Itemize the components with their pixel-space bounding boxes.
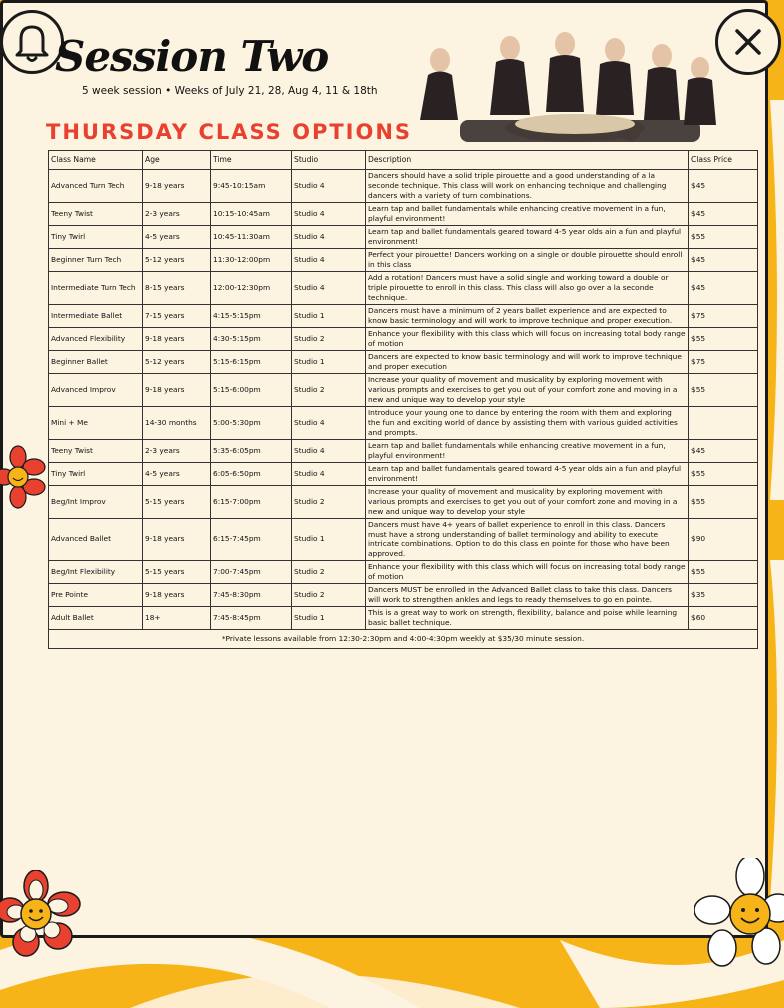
table-row [49, 202, 758, 225]
time-cell: 5:15-6:15pm [211, 350, 292, 373]
table-row [49, 271, 758, 304]
age-cell: 7-15 years [143, 304, 211, 327]
description-cell: Increase your quality of movement and musicality by exploring movement with various prompts and exercises to get you out of your comfort zone and moving in a new and unique way to develop your style [366, 485, 689, 518]
studio-cell: Studio 4 [292, 439, 366, 462]
class-name-cell: Tiny Twirl [49, 462, 143, 485]
table-header-row [49, 151, 758, 170]
price-cell: $35 [689, 584, 758, 607]
time-cell: 6:15-7:00pm [211, 485, 292, 518]
age-cell: 9-18 years [143, 584, 211, 607]
class-name-cell: Advanced Ballet [49, 518, 143, 561]
studio-cell: Studio 1 [292, 350, 366, 373]
age-cell: 5-12 years [143, 350, 211, 373]
close-icon [718, 12, 778, 72]
price-cell: $45 [689, 202, 758, 225]
age-cell: 18+ [143, 607, 211, 630]
footnote-row [49, 630, 758, 649]
studio-cell: Studio 4 [292, 248, 366, 271]
close-button[interactable] [715, 9, 781, 75]
description-cell: Learn tap and ballet fundamentals geared toward 4-5 year olds ain a fun and playful environment! [366, 462, 689, 485]
dancers-photo [400, 20, 720, 150]
time-cell: 10:45-11:30am [211, 225, 292, 248]
price-cell: $55 [689, 327, 758, 350]
age-cell: 9-18 years [143, 373, 211, 406]
age-cell: 5-15 years [143, 485, 211, 518]
studio-cell: Studio 2 [292, 485, 366, 518]
description-cell: Increase your quality of movement and musicality by exploring movement with various prompts and exercises to get you out of your comfort zone and moving in a new and unique way to develop your style [366, 373, 689, 406]
studio-cell: Studio 1 [292, 304, 366, 327]
price-cell: $55 [689, 462, 758, 485]
class-name-cell: Beginner Ballet [49, 350, 143, 373]
studio-cell: Studio 4 [292, 202, 366, 225]
time-cell: 10:15-10:45am [211, 202, 292, 225]
description-cell: Perfect your pirouette! Dancers working on a single or double pirouette should enroll in this class [366, 248, 689, 271]
description-cell: Enhance your flexibility with this class which will focus on increasing total body range of motion [366, 327, 689, 350]
bell-icon [3, 13, 61, 71]
description-cell: Dancers MUST be enrolled in the Advanced Ballet class to take this class. Dancers will work to strengthen ankles and legs to ready themselves to go en pointe. [366, 584, 689, 607]
price-cell: $75 [689, 304, 758, 327]
time-cell: 4:15-5:15pm [211, 304, 292, 327]
age-cell: 4-5 years [143, 225, 211, 248]
price-cell: $55 [689, 561, 758, 584]
age-cell: 9-18 years [143, 327, 211, 350]
table-row [49, 373, 758, 406]
price-cell: $55 [689, 373, 758, 406]
table-row [49, 225, 758, 248]
studio-cell: Studio 1 [292, 518, 366, 561]
class-name-cell: Beg/Int Flexibility [49, 561, 143, 584]
table-row [49, 485, 758, 518]
table-row [49, 248, 758, 271]
age-cell: 2-3 years [143, 439, 211, 462]
age-cell: 4-5 years [143, 462, 211, 485]
section-heading: THURSDAY CLASS OPTIONS [46, 120, 413, 144]
time-cell: 5:15-6:00pm [211, 373, 292, 406]
column-header: Description [366, 151, 689, 170]
age-cell: 2-3 years [143, 202, 211, 225]
class-name-cell: Teeny Twist [49, 439, 143, 462]
class-name-cell: Beginner Turn Tech [49, 248, 143, 271]
description-cell: Dancers should have a solid triple pirouette and a good understanding of a la seconde technique. This class will work on enhancing technique and challenging dancers with a variety of turn combinations. [366, 170, 689, 203]
age-cell: 9-18 years [143, 170, 211, 203]
private-lessons-footnote: *Private lessons available from 12:30-2:30pm and 4:00-4:30pm weekly at $35/30 minute session. [49, 630, 758, 649]
age-cell: 8-15 years [143, 271, 211, 304]
class-name-cell: Tiny Twirl [49, 225, 143, 248]
price-cell: $45 [689, 248, 758, 271]
time-cell: 7:45-8:30pm [211, 584, 292, 607]
time-cell: 9:45-10:15am [211, 170, 292, 203]
class-name-cell: Pre Pointe [49, 584, 143, 607]
column-header: Age [143, 151, 211, 170]
price-cell: $45 [689, 439, 758, 462]
red-flower-icon [0, 445, 48, 509]
table-row [49, 170, 758, 203]
description-cell: This is a great way to work on strength, flexibility, balance and poise while learning basic ballet technique. [366, 607, 689, 630]
time-cell: 6:05-6:50pm [211, 462, 292, 485]
class-schedule-table [48, 150, 758, 649]
table-row [49, 561, 758, 584]
studio-cell: Studio 2 [292, 561, 366, 584]
description-cell: Learn tap and ballet fundamentals geared toward 4-5 year olds ain a fun and playful environment! [366, 225, 689, 248]
price-cell [689, 406, 758, 439]
column-header: Studio [292, 151, 366, 170]
class-name-cell: Advanced Improv [49, 373, 143, 406]
red-flower-icon [0, 870, 86, 960]
table-row [49, 462, 758, 485]
table-row [49, 304, 758, 327]
studio-cell: Studio 2 [292, 584, 366, 607]
class-name-cell: Intermediate Turn Tech [49, 271, 143, 304]
table-row [49, 518, 758, 561]
description-cell: Introduce your young one to dance by entering the room with them and exploring the fun and exciting world of dance by assisting them with various guided activities and prompts. [366, 406, 689, 439]
price-cell: $45 [689, 170, 758, 203]
age-cell: 5-12 years [143, 248, 211, 271]
class-name-cell: Mini + Me [49, 406, 143, 439]
price-cell: $75 [689, 350, 758, 373]
table-row [49, 439, 758, 462]
table-row [49, 350, 758, 373]
time-cell: 7:45-8:45pm [211, 607, 292, 630]
class-name-cell: Teeny Twist [49, 202, 143, 225]
white-flower-icon [694, 858, 784, 968]
studio-cell: Studio 4 [292, 406, 366, 439]
time-cell: 4:30-5:15pm [211, 327, 292, 350]
class-name-cell: Advanced Turn Tech [49, 170, 143, 203]
time-cell: 11:30-12:00pm [211, 248, 292, 271]
session-subtitle: 5 week session • Weeks of July 21, 28, Aug 4, 11 & 18th [82, 85, 378, 97]
price-cell: $45 [689, 271, 758, 304]
table-row [49, 327, 758, 350]
description-cell: Learn tap and ballet fundamentals while enhancing creative movement in a fun, playful environment! [366, 202, 689, 225]
page-title: Session Two [55, 32, 329, 81]
studio-cell: Studio 2 [292, 327, 366, 350]
age-cell: 9-18 years [143, 518, 211, 561]
time-cell: 5:00-5:30pm [211, 406, 292, 439]
studio-cell: Studio 4 [292, 462, 366, 485]
studio-cell: Studio 4 [292, 170, 366, 203]
description-cell: Dancers are expected to know basic terminology and will work to improve technique and proper execution [366, 350, 689, 373]
description-cell: Dancers must have 4+ years of ballet experience to enroll in this class. Dancers must have a strong understanding of ballet terminology and ability to execute intricate combinations. Option to do this class en pointe for those who have been approved. [366, 518, 689, 561]
time-cell: 5:35-6:05pm [211, 439, 292, 462]
time-cell: 12:00-12:30pm [211, 271, 292, 304]
table-row [49, 406, 758, 439]
column-header: Class Price [689, 151, 758, 170]
description-cell: Learn tap and ballet fundamentals while enhancing creative movement in a fun, playful environment! [366, 439, 689, 462]
class-name-cell: Beg/Int Improv [49, 485, 143, 518]
studio-cell: Studio 2 [292, 373, 366, 406]
price-cell: $60 [689, 607, 758, 630]
price-cell: $90 [689, 518, 758, 561]
studio-cell: Studio 1 [292, 607, 366, 630]
column-header: Class Name [49, 151, 143, 170]
description-cell: Add a rotation! Dancers must have a solid single and working toward a double or triple pirouette to enroll in this class. This class will also go over a la seconde technique. [366, 271, 689, 304]
studio-cell: Studio 4 [292, 225, 366, 248]
class-name-cell: Intermediate Ballet [49, 304, 143, 327]
price-cell: $55 [689, 485, 758, 518]
description-cell: Dancers must have a minimum of 2 years ballet experience and are expected to know basic terminology and will work to improve technique and proper execution. [366, 304, 689, 327]
studio-cell: Studio 4 [292, 271, 366, 304]
time-cell: 7:00-7:45pm [211, 561, 292, 584]
table-row [49, 607, 758, 630]
price-cell: $55 [689, 225, 758, 248]
age-cell: 5-15 years [143, 561, 211, 584]
class-name-cell: Advanced Flexibility [49, 327, 143, 350]
description-cell: Enhance your flexibility with this class which will focus on increasing total body range of motion [366, 561, 689, 584]
age-cell: 14-30 months [143, 406, 211, 439]
table-row [49, 584, 758, 607]
column-header: Time [211, 151, 292, 170]
time-cell: 6:15-7:45pm [211, 518, 292, 561]
class-name-cell: Adult Ballet [49, 607, 143, 630]
